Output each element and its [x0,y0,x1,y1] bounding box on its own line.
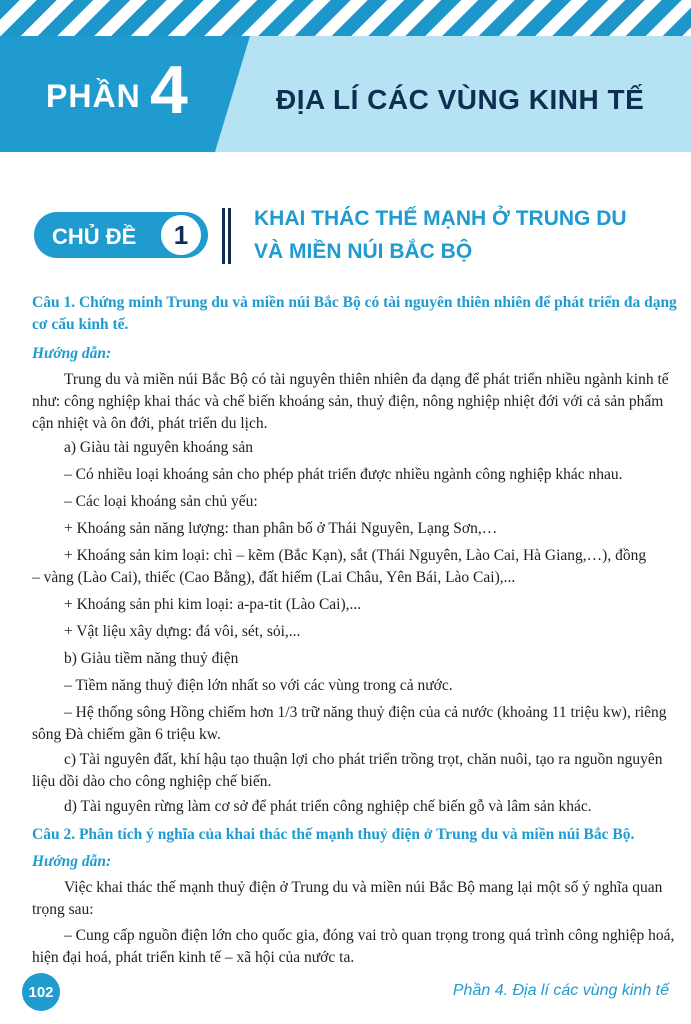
paragraph-line: – Hệ thống sông Hồng chiếm hơn 1/3 trữ năng thuỷ điện của cả nước (khoảng 11 triệu kw), riêng [64,704,667,721]
paragraph [32,877,682,921]
paragraph-line: sông Đà chiếm gần 6 triệu kw. [32,726,221,743]
paragraph [32,369,682,435]
paragraph-line: hiện đại hoá, phát triển kinh tế – xã hội của nước ta. [32,949,355,966]
paragraph-line: trọng sau: [32,901,94,918]
topic-divider [228,208,231,264]
header-stripes [0,0,691,36]
question-1 [32,292,682,336]
paragraph-line: Việc khai thác thế mạnh thuỷ điện ở Trung du và miền núi Bắc Bộ mang lại một số ý nghĩa quan [64,879,663,896]
paragraph: – Tiềm năng thuỷ điện lớn nhất so với các vùng trong cả nước. [64,677,453,694]
paragraph: d) Tài nguyên rừng làm cơ sở để phát triển công nghiệp chế biến gỗ và lâm sản khác. [64,798,592,815]
part-number: 4 [150,52,188,128]
paragraph-line: cận nhiệt và ôn đới, phát triển du lịch. [32,415,268,432]
paragraph [32,545,682,589]
guide-label: Hướng dẫn: [32,853,112,870]
paragraph-line: + Khoáng sản kim loại: chì – kẽm (Bắc Kạn), sắt (Thái Nguyên, Lào Cai, Hà Giang,…), đồng [64,547,647,564]
paragraph-line: – Cung cấp nguồn điện lớn cho quốc gia, đóng vai trò quan trọng trong quá trình công nghiệp hoá, [64,927,675,944]
topic-number: 1 [158,212,204,258]
question-2: Câu 2. Phân tích ý nghĩa của khai thác thế mạnh thuỷ điện ở Trung du và miền núi Bắc Bộ. [32,826,635,843]
paragraph-line: c) Tài nguyên đất, khí hậu tạo thuận lợi cho phát triển trồng trọt, chăn nuôi, tạo ra nguồn nguyên [64,751,663,768]
paragraph-line: như: công nghiệp khai thác và chế biến khoáng sản, thuỷ điện, nông nghiệp nhiệt đới với cả sản phẩm [32,393,664,410]
paragraph: + Vật liệu xây dựng: đá vôi, sét, sỏi,... [64,623,301,640]
guide-label: Hướng dẫn: [32,345,112,362]
paragraph-line: Trung du và miền núi Bắc Bộ có tài nguyên thiên nhiên đa dạng để phát triển nhiều ngành kinh tế [64,371,669,388]
topic-divider [222,208,225,264]
paragraph [32,925,682,969]
part-title: ĐỊA LÍ CÁC VÙNG KINH TẾ [276,84,645,115]
topic-title-line: KHAI THÁC THẾ MẠNH Ở TRUNG DU [254,207,627,230]
page-number: 102 [22,973,60,1011]
paragraph: + Khoáng sản năng lượng: than phân bố ở Thái Nguyên, Lạng Sơn,… [64,520,498,537]
subheading-b: b) Giàu tiềm năng thuỷ điện [64,650,239,667]
question-line: Câu 1. Chứng minh Trung du và miền núi Bắc Bộ có tài nguyên thiên nhiên để phát triển đa dạng [32,294,677,311]
footer-section-title: Phần 4. Địa lí các vùng kinh tế [452,982,669,999]
question-line: cơ cấu kinh tế. [32,316,129,333]
paragraph [32,702,682,746]
paragraph: + Khoáng sản phi kim loại: a-pa-tit (Lào Cai),... [64,596,362,613]
paragraph: – Có nhiều loại khoáng sản cho phép phát triển được nhiều ngành công nghiệp khác nhau. [64,466,623,483]
paragraph-line: liệu dồi dào cho công nghiệp chế biến. [32,773,272,790]
topic-title [254,202,627,268]
part-label: PHẦN [46,78,141,114]
paragraph: – Các loại khoáng sản chủ yếu: [64,493,258,510]
subheading-a: a) Giàu tài nguyên khoáng sản [64,439,253,456]
paragraph [32,749,682,793]
topic-title-line: VÀ MIỀN NÚI BẮC BỘ [254,240,473,263]
topic-label: CHỦ ĐỀ [52,224,137,249]
paragraph-line: – vàng (Lào Cai), thiếc (Cao Bằng), đất hiếm (Lai Châu, Yên Bái, Lào Cai),... [32,569,516,586]
